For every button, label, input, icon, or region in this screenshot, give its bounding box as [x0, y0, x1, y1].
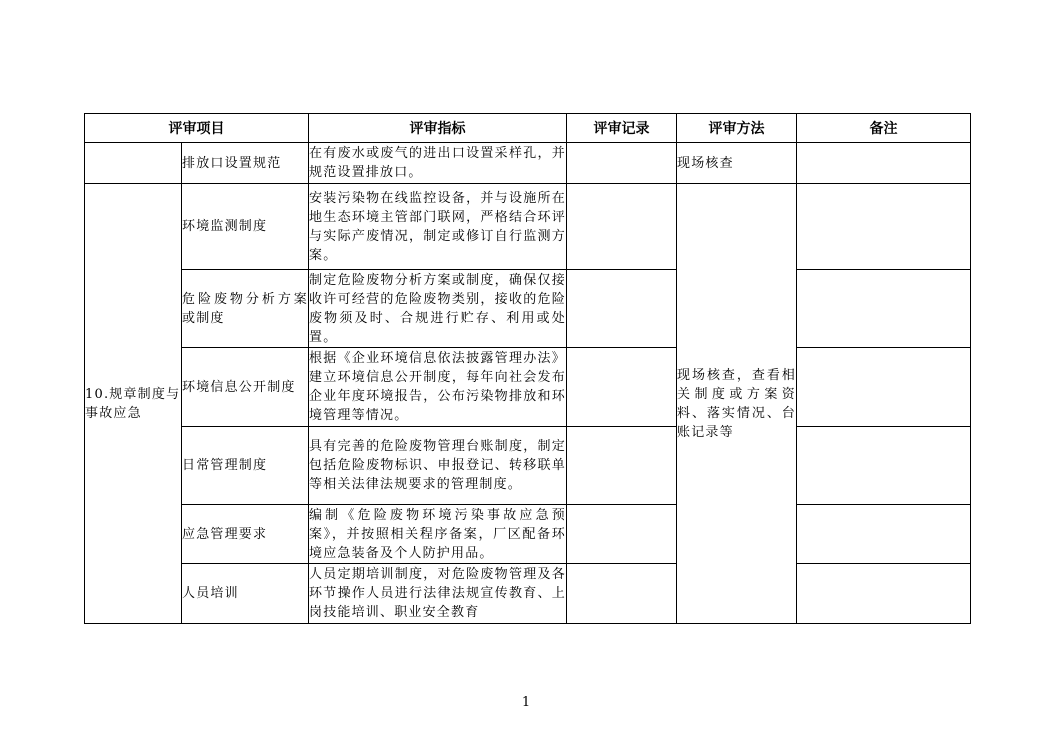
method-cell: 现场核查，查看相关制度或方案资料、落实情况、台账记录等 [677, 184, 797, 624]
category-cell-empty [85, 143, 182, 184]
record-cell [567, 270, 677, 348]
review-table [84, 113, 971, 624]
table-row [85, 348, 971, 427]
category-cell: 10.规章制度与事故应急 [85, 184, 182, 624]
remarks-cell [797, 348, 971, 427]
remarks-cell [797, 564, 971, 624]
table-row [85, 427, 971, 505]
indicator-cell: 制定危险废物分析方案或制度，确保仅接收许可经营的危险废物类别，接收的危险废物须及时、合规进行贮存、利用或处置。 [309, 270, 567, 348]
header-row [85, 114, 971, 143]
item-cell: 日常管理制度 [182, 427, 309, 505]
table-row [85, 564, 971, 624]
item-cell: 人员培训 [182, 564, 309, 624]
remarks-cell [797, 505, 971, 564]
item-cell: 环境信息公开制度 [182, 348, 309, 427]
record-cell [567, 143, 677, 184]
method-cell: 现场核查 [677, 143, 797, 184]
header-remarks: 备注 [797, 114, 971, 143]
remarks-cell [797, 427, 971, 505]
indicator-cell: 根据《企业环境信息依法披露管理办法》建立环境信息公开制度，每年向社会发布企业年度环境报告，公布污染物排放和环境管理等情况。 [309, 348, 567, 427]
header-review-item: 评审项目 [85, 114, 309, 143]
remarks-cell [797, 270, 971, 348]
table-row [85, 270, 971, 348]
item-cell: 危险废物分析方案或制度 [182, 270, 309, 348]
item-cell: 环境监测制度 [182, 184, 309, 270]
indicator-cell: 人员定期培训制度，对危险废物管理及各环节操作人员进行法律法规宣传教育、上岗技能培训、职业安全教育 [309, 564, 567, 624]
record-cell [567, 348, 677, 427]
item-cell: 应急管理要求 [182, 505, 309, 564]
item-cell: 排放口设置规范 [182, 143, 309, 184]
remarks-cell [797, 143, 971, 184]
table-row [85, 505, 971, 564]
indicator-cell: 编制《危险废物环境污染事故应急预案》，并按照相关程序备案，厂区配备环境应急装备及个人防护用品。 [309, 505, 567, 564]
header-review-record: 评审记录 [567, 114, 677, 143]
record-cell [567, 564, 677, 624]
indicator-cell: 具有完善的危险废物管理台账制度，制定包括危险废物标识、申报登记、转移联单等相关法律法规要求的管理制度。 [309, 427, 567, 505]
record-cell [567, 505, 677, 564]
remarks-cell [797, 184, 971, 270]
record-cell [567, 184, 677, 270]
header-review-method: 评审方法 [677, 114, 797, 143]
table-row [85, 143, 971, 184]
header-review-indicator: 评审指标 [309, 114, 567, 143]
record-cell [567, 427, 677, 505]
indicator-cell: 安装污染物在线监控设备，并与设施所在地生态环境主管部门联网，严格结合环评与实际产废情况，制定或修订自行监测方案。 [309, 184, 567, 270]
indicator-cell: 在有废水或废气的进出口设置采样孔，并规范设置排放口。 [309, 143, 567, 184]
page-number: 1 [521, 695, 531, 710]
table-row [85, 184, 971, 270]
